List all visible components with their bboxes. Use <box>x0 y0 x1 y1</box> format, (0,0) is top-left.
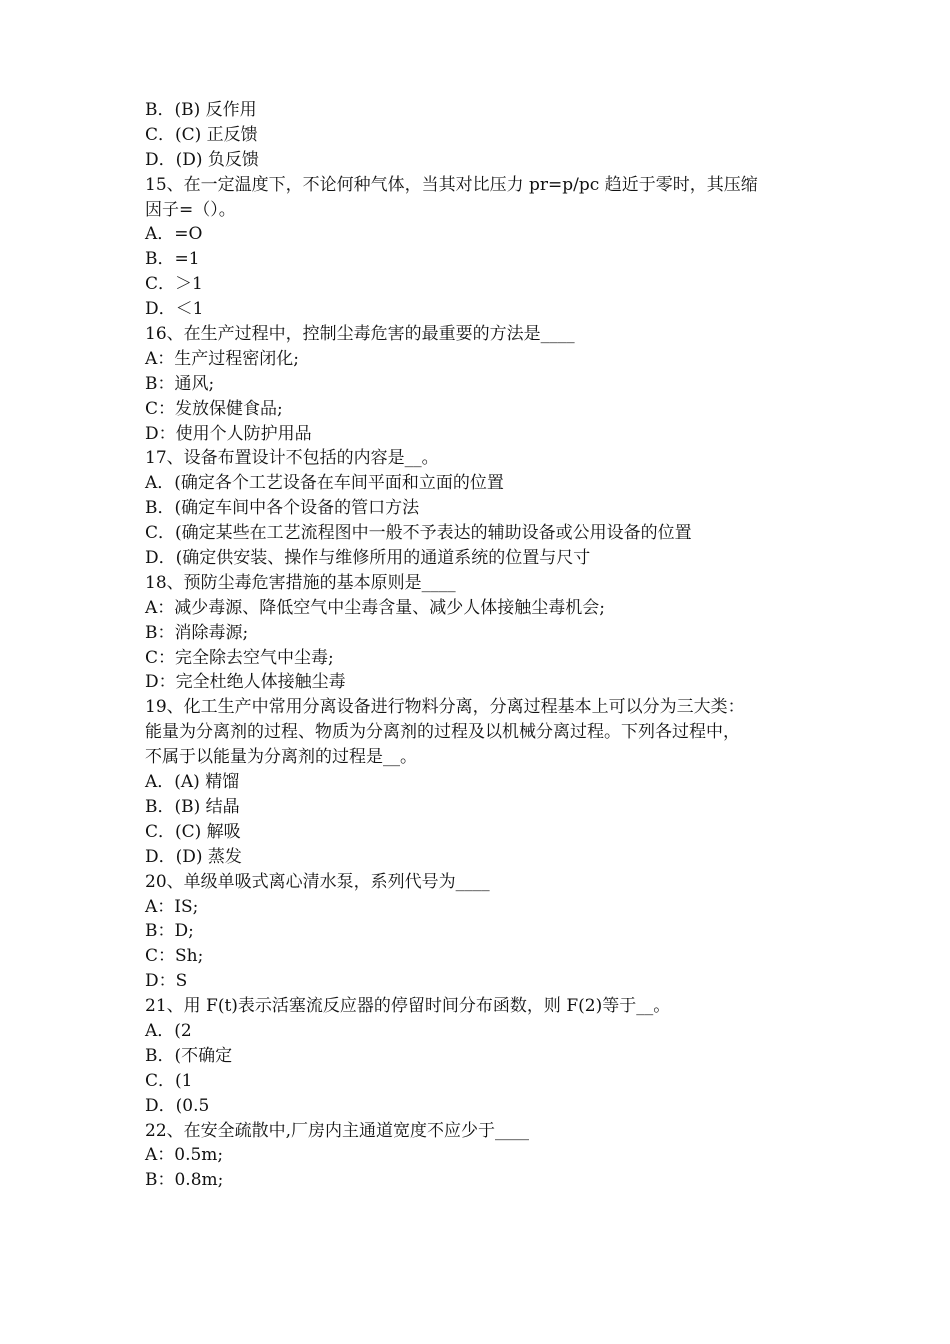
option-line: C：完全除去空气中尘毒; <box>145 647 334 668</box>
option-line: C．(C) 正反馈 <box>145 124 258 145</box>
option-line: B．=1 <box>145 249 200 270</box>
question-line: 21、用 F(t)表示活塞流反应器的停留时间分布函数，则 F(2)等于__。 <box>145 996 671 1017</box>
option-line: A．(2 <box>145 1020 192 1041</box>
option-line: B．(B) 反作用 <box>145 100 257 120</box>
option-line: B．(不确定 <box>145 1045 233 1066</box>
option-line: D．(D) 蒸发 <box>145 846 242 867</box>
option-line: C．＞1 <box>145 274 203 295</box>
option-line: D．＜1 <box>145 299 204 320</box>
option-line: C．(C) 解吸 <box>145 821 241 842</box>
option-line: C：发放保健食品; <box>145 398 283 419</box>
option-line: B：消除毒源; <box>145 622 249 643</box>
question-line: 17、设备布置设计不包括的内容是__。 <box>145 448 439 469</box>
option-line: A：生产过程密闭化; <box>145 348 300 369</box>
option-line: B：0.8m; <box>145 1170 224 1191</box>
question-line: 不属于以能量为分离剂的过程是__。 <box>145 747 417 768</box>
option-line: B：D; <box>145 921 194 942</box>
option-line: D．(确定供安装、操作与维修所用的通道系统的位置与尺寸 <box>145 548 591 569</box>
option-line: A．(A) 精馏 <box>145 772 240 793</box>
option-line: D：使用个人防护用品 <box>145 423 312 444</box>
question-line: 因子=（）。 <box>145 199 236 220</box>
option-line: B．(确定车间中各个设备的管口方法 <box>145 498 420 519</box>
question-line: 20、单级单吸式离心清水泵，系列代号为____ <box>145 871 490 892</box>
document-page <box>145 98 815 1193</box>
question-line: 能量为分离剂的过程、物质为分离剂的过程及以机械分离过程。下列各过程中， <box>145 722 740 743</box>
option-line: A：减少毒源、降低空气中尘毒含量、减少人体接触尘毒机会; <box>145 597 606 618</box>
question-line: 19、化工生产中常用分离设备进行物料分离，分离过程基本上可以分为三大类： <box>145 697 745 718</box>
option-line: A．=O <box>145 224 203 245</box>
option-line: B：通风; <box>145 373 215 394</box>
option-line: C：Sh; <box>145 946 204 967</box>
option-line: C．(确定某些在工艺流程图中一般不予表达的辅助设备或公用设备的位置 <box>145 523 692 544</box>
option-line: D．(0.5 <box>145 1095 210 1116</box>
option-line: A．(确定各个工艺设备在车间平面和立面的位置 <box>145 473 504 494</box>
question-line: 16、在生产过程中，控制尘毒危害的最重要的方法是____ <box>145 324 575 345</box>
option-line: C．(1 <box>145 1070 193 1091</box>
option-line: D：S <box>145 971 188 992</box>
option-line: A：0.5m; <box>145 1145 224 1166</box>
option-line: D．(D) 负反馈 <box>145 149 259 170</box>
option-line: D：完全杜绝人体接触尘毒 <box>145 672 346 693</box>
option-line: A：IS; <box>145 896 199 917</box>
option-line: B．(B) 结晶 <box>145 796 240 817</box>
question-line: 18、预防尘毒危害措施的基本原则是____ <box>145 572 456 593</box>
question-line: 15、在一定温度下，不论何种气体，当其对比压力 pr=p/pc 趋近于零时，其压缩 <box>145 174 758 195</box>
question-line: 22、在安全疏散中,厂房内主通道宽度不应少于____ <box>145 1120 530 1141</box>
